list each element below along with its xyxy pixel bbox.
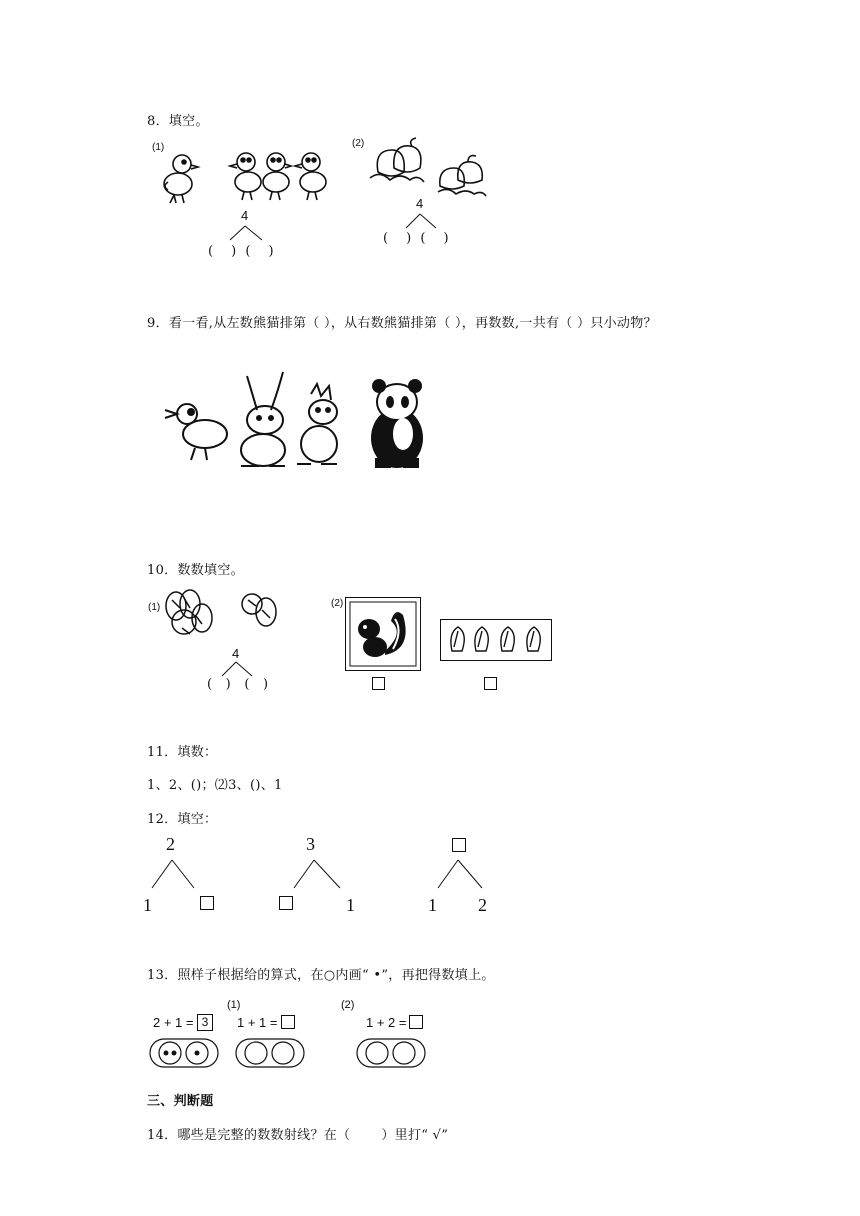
q8-part2-top-number: 4 [416,196,424,211]
q8-part2-label: (2) [352,138,365,149]
q13-part1-label: (1) [227,999,241,1011]
q8-part2-split-lines [402,212,442,230]
q12-tree1-left: 1 [143,895,152,915]
squirrel-picture [345,597,421,671]
q13-example-circles [149,1038,219,1068]
q13-part2-answer-box[interactable] [409,1015,423,1029]
q8-part1-split-lines [226,224,266,242]
question-11-title: 11．填数： [147,745,218,760]
q10-part2-label: (2) [331,598,344,609]
q12-tree3-lines [436,858,492,892]
q13-part2-expression: 1 + 2 = [366,1015,407,1030]
q11-sequence: 1、2、()；⑵3、()、1 [147,778,283,793]
q13-part1-expression: 1 + 1 = [237,1015,278,1030]
q10-part1-label: (1) [148,602,161,613]
question-12-title: 12．填空： [147,812,218,827]
q13-part2-label: (2) [341,999,355,1011]
q12-tree2-left-box[interactable] [279,896,293,910]
chicks-illustration [160,148,340,210]
q8-part1-blanks[interactable]: ( ) ( ) [208,244,274,259]
animals-illustration [165,372,435,472]
q12-tree2-top: 3 [306,834,315,854]
q12-tree1-top: 2 [166,834,175,854]
q12-tree1-lines [150,858,200,892]
q8-part2-blanks[interactable]: ( ) ( ) [383,231,449,246]
q10-answer-box-cabbages[interactable] [484,677,497,690]
question-8-title: 8．填空。 [147,114,209,129]
question-13-title: 13．照样子根据给的算式，在○内画“ •”，再把得数填上。 [147,968,495,983]
question-10-title: 10．数数填空。 [147,563,244,578]
q10-part1-top-number: 4 [232,646,240,661]
q10-part1-blanks[interactable]: ( ) ( ) [207,677,269,692]
q12-tree3-top-box[interactable] [452,838,466,852]
q12-tree3-left: 1 [428,895,437,915]
vegetables-illustration [162,586,292,642]
q13-example-expression: 2 + 1 = [153,1015,194,1030]
cabbages-picture [440,619,552,661]
q12-tree3-right: 2 [478,895,487,915]
section-3-heading: 三、判断题 [147,1094,214,1109]
q10-part1-split-lines [218,660,258,678]
q12-tree1-right-box[interactable] [200,896,214,910]
q13-part1-answer-box[interactable] [281,1015,295,1029]
q8-part1-top-number: 4 [241,208,249,223]
q13-part2-circles[interactable] [356,1038,426,1068]
q13-part1-circles[interactable] [235,1038,305,1068]
q13-example-answer: 3 [197,1014,213,1031]
q10-answer-box-squirrel[interactable] [372,677,385,690]
peaches-illustration [368,138,508,200]
q12-tree2-lines [292,858,348,892]
question-14-title: 14．哪些是完整的数数射线？在（ ）里打“ √” [147,1128,449,1143]
q8-part1-label: (1) [152,142,165,153]
question-9-title: 9．看一看,从左数熊猫排第（ ），从右数熊猫排第（ ），再数数,一共有（ ）只小动物？ [147,316,657,331]
q12-tree2-right: 1 [346,895,355,915]
